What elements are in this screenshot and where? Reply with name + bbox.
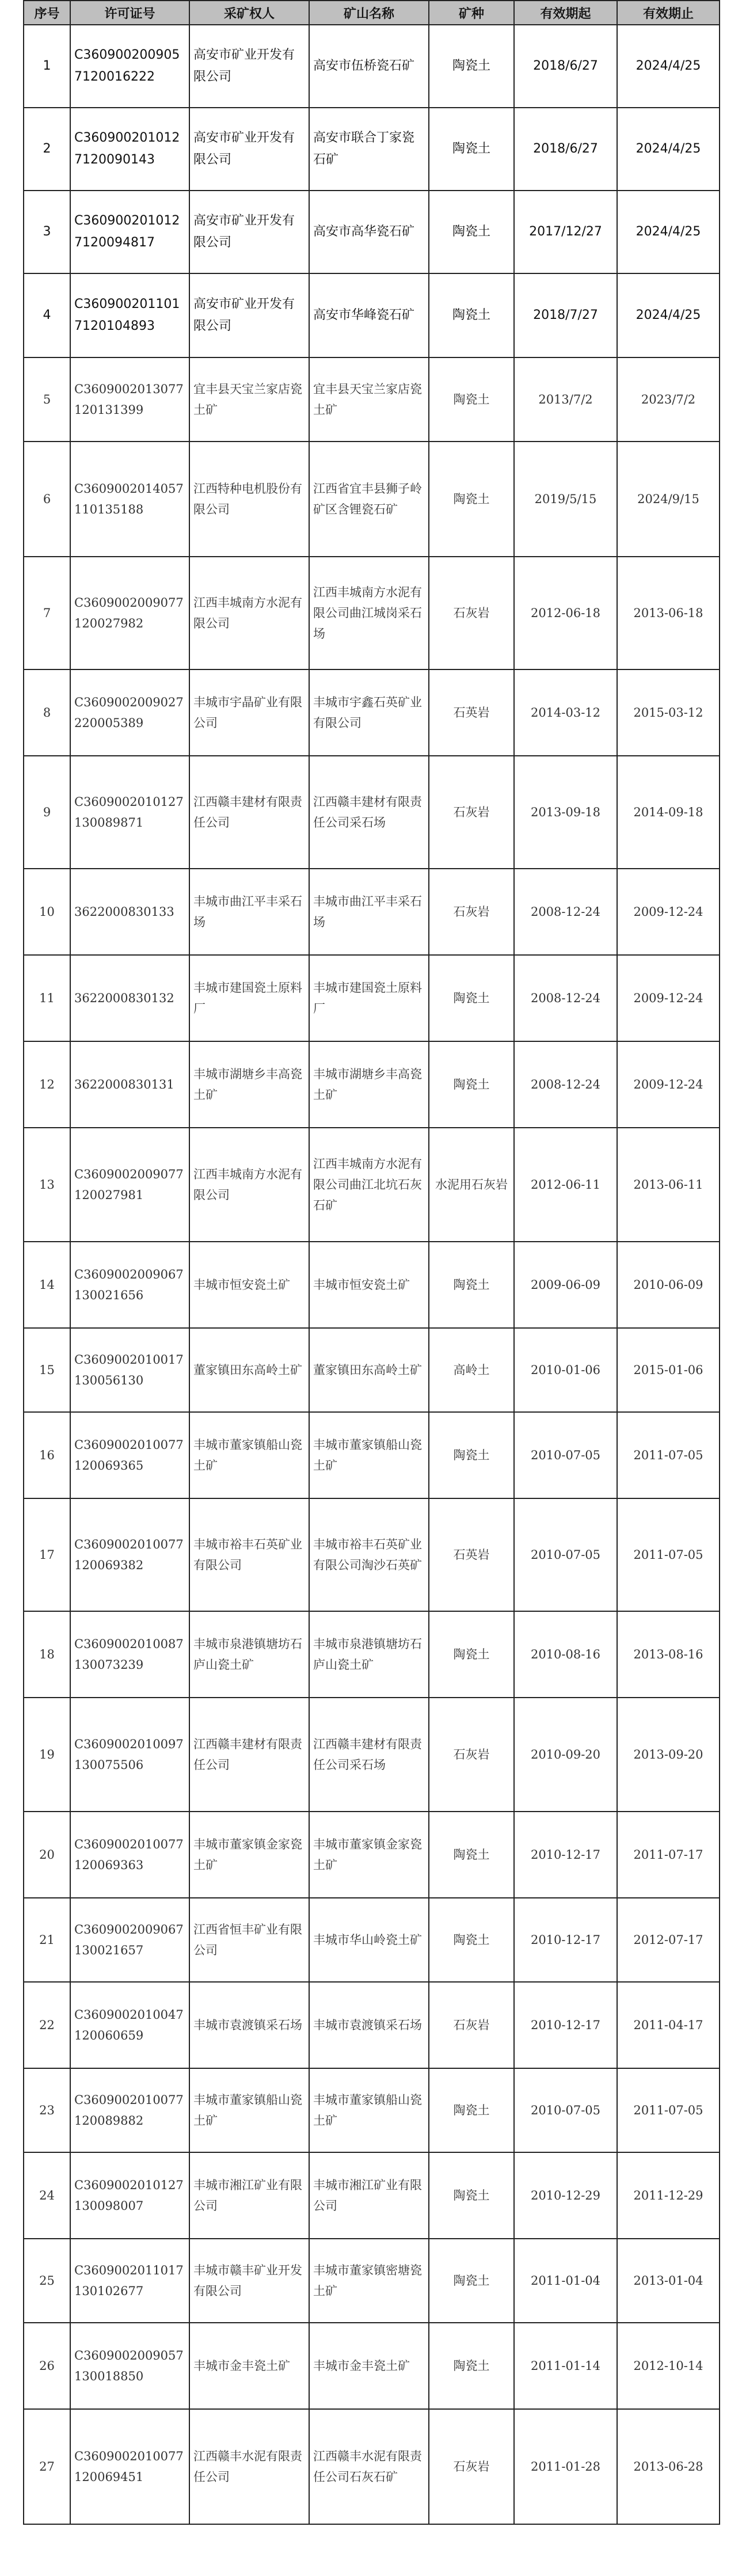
mine-name: 高安市华峰瓷石矿 xyxy=(309,273,429,357)
table-row xyxy=(24,1812,720,1898)
valid-until: 2014-09-18 xyxy=(617,756,720,869)
mining-right-holder: 丰城市袁渡镇采石场 xyxy=(189,1982,309,2068)
valid-from: 2018/7/27 xyxy=(514,273,617,357)
row-number: 21 xyxy=(24,1898,70,1982)
row-number: 26 xyxy=(24,2323,70,2409)
valid-until: 2011-04-17 xyxy=(617,1982,720,2068)
row-number: 5 xyxy=(24,357,70,442)
license-number: 3622000830132 xyxy=(70,955,189,1041)
mine-name: 江西赣丰建材有限责任公司采石场 xyxy=(309,756,429,869)
valid-from: 2011-01-28 xyxy=(514,2409,617,2524)
table-row xyxy=(24,1982,720,2068)
table-body xyxy=(24,25,720,2524)
license-number: C3609002010017130056130 xyxy=(70,1328,189,1412)
valid-from: 2010-09-20 xyxy=(514,1698,617,1812)
mine-name: 丰城市恒安瓷土矿 xyxy=(309,1242,429,1328)
row-number: 9 xyxy=(24,756,70,869)
mining-license-table xyxy=(23,0,720,2525)
valid-until: 2013-08-16 xyxy=(617,1611,720,1698)
valid-until: 2011-07-17 xyxy=(617,1812,720,1898)
mine-name: 丰城市金丰瓷土矿 xyxy=(309,2323,429,2409)
valid-from: 2012-06-11 xyxy=(514,1128,617,1242)
mineral-type: 石灰岩 xyxy=(429,756,514,869)
mine-name: 丰城市宇鑫石英矿业有限公司 xyxy=(309,669,429,756)
valid-from: 2014-03-12 xyxy=(514,669,617,756)
valid-until: 2010-06-09 xyxy=(617,1242,720,1328)
table-row xyxy=(24,25,720,108)
license-number: C3609002010077120069365 xyxy=(70,1412,189,1498)
valid-from: 2013-09-18 xyxy=(514,756,617,869)
row-number: 23 xyxy=(24,2068,70,2152)
table-row xyxy=(24,2409,720,2524)
mining-right-holder: 江西赣丰建材有限责任公司 xyxy=(189,756,309,869)
row-number: 4 xyxy=(24,273,70,357)
row-number: 15 xyxy=(24,1328,70,1412)
mine-name: 丰城市建国瓷土原料厂 xyxy=(309,955,429,1041)
mineral-type: 陶瓷土 xyxy=(429,442,514,557)
valid-from: 2017/12/27 xyxy=(514,191,617,273)
mining-right-holder: 董家镇田东高岭土矿 xyxy=(189,1328,309,1412)
mineral-type: 陶瓷土 xyxy=(429,1242,514,1328)
mineral-type: 陶瓷土 xyxy=(429,1812,514,1898)
valid-from: 2018/6/27 xyxy=(514,25,617,108)
license-number: C3609002009027220005389 xyxy=(70,669,189,756)
table-row xyxy=(24,273,720,357)
mineral-type: 陶瓷土 xyxy=(429,25,514,108)
license-number: C3609002009077120027981 xyxy=(70,1128,189,1242)
mining-right-holder: 丰城市赣丰矿业开发有限公司 xyxy=(189,2239,309,2323)
valid-until: 2023/7/2 xyxy=(617,357,720,442)
valid-until: 2013-09-20 xyxy=(617,1698,720,1812)
header-mine: 矿山名称 xyxy=(309,1,429,25)
mine-name: 宜丰县天宝兰家店瓷土矿 xyxy=(309,357,429,442)
row-number: 20 xyxy=(24,1812,70,1898)
mine-name: 董家镇田东高岭土矿 xyxy=(309,1328,429,1412)
mineral-type: 陶瓷土 xyxy=(429,2323,514,2409)
mine-name: 高安市高华瓷石矿 xyxy=(309,191,429,273)
mining-right-holder: 丰城市宇晶矿业有限公司 xyxy=(189,669,309,756)
row-number: 25 xyxy=(24,2239,70,2323)
row-number: 7 xyxy=(24,557,70,669)
mining-right-holder: 江西赣丰建材有限责任公司 xyxy=(189,1698,309,1812)
mineral-type: 陶瓷土 xyxy=(429,108,514,191)
mineral-type: 陶瓷土 xyxy=(429,191,514,273)
mining-right-holder: 江西丰城南方水泥有限公司 xyxy=(189,1128,309,1242)
valid-until: 2013-06-11 xyxy=(617,1128,720,1242)
mining-right-holder: 高安市矿业开发有限公司 xyxy=(189,108,309,191)
table-row xyxy=(24,1611,720,1698)
valid-from: 2013/7/2 xyxy=(514,357,617,442)
table-row xyxy=(24,2323,720,2409)
table-row xyxy=(24,1242,720,1328)
mining-right-holder: 丰城市湘江矿业有限公司 xyxy=(189,2152,309,2239)
license-number: C3609002010047120060659 xyxy=(70,1982,189,2068)
table-row xyxy=(24,108,720,191)
table-row xyxy=(24,2068,720,2152)
mining-right-holder: 江西赣丰水泥有限责任公司 xyxy=(189,2409,309,2524)
mine-name: 江西赣丰水泥有限责任公司石灰石矿 xyxy=(309,2409,429,2524)
valid-from: 2010-08-16 xyxy=(514,1611,617,1698)
mineral-type: 陶瓷土 xyxy=(429,357,514,442)
valid-until: 2015-03-12 xyxy=(617,669,720,756)
valid-until: 2024/9/15 xyxy=(617,442,720,557)
table-row xyxy=(24,756,720,869)
row-number: 13 xyxy=(24,1128,70,1242)
row-number: 17 xyxy=(24,1498,70,1611)
header-holder: 采矿权人 xyxy=(189,1,309,25)
valid-from: 2012-06-18 xyxy=(514,557,617,669)
row-number: 12 xyxy=(24,1041,70,1128)
mineral-type: 陶瓷土 xyxy=(429,1898,514,1982)
license-number: 3622000830133 xyxy=(70,869,189,955)
row-number: 16 xyxy=(24,1412,70,1498)
header-start-date: 有效期起 xyxy=(514,1,617,25)
valid-until: 2011-07-05 xyxy=(617,1498,720,1611)
valid-from: 2010-07-05 xyxy=(514,1412,617,1498)
row-number: 2 xyxy=(24,108,70,191)
valid-until: 2012-07-17 xyxy=(617,1898,720,1982)
valid-from: 2018/6/27 xyxy=(514,108,617,191)
mine-name: 丰城市湘江矿业有限公司 xyxy=(309,2152,429,2239)
table-row xyxy=(24,442,720,557)
mining-right-holder: 高安市矿业开发有限公司 xyxy=(189,25,309,108)
table-row xyxy=(24,1328,720,1412)
row-number: 27 xyxy=(24,2409,70,2524)
valid-from: 2011-01-04 xyxy=(514,2239,617,2323)
license-number: 3622000830131 xyxy=(70,1041,189,1128)
mine-name: 丰城市董家镇金家瓷土矿 xyxy=(309,1812,429,1898)
license-number: C3609002009057120016222 xyxy=(70,25,189,108)
mine-name: 丰城市湖塘乡丰高瓷土矿 xyxy=(309,1041,429,1128)
mining-right-holder: 丰城市建国瓷土原料厂 xyxy=(189,955,309,1041)
valid-until: 2011-12-29 xyxy=(617,2152,720,2239)
mine-name: 丰城市裕丰石英矿业有限公司淘沙石英矿 xyxy=(309,1498,429,1611)
table-row xyxy=(24,1128,720,1242)
table-row xyxy=(24,557,720,669)
mining-right-holder: 江西特种电机股份有限公司 xyxy=(189,442,309,557)
valid-from: 2010-07-05 xyxy=(514,2068,617,2152)
table-row xyxy=(24,1698,720,1812)
license-number: C3609002010127130089871 xyxy=(70,756,189,869)
row-number: 22 xyxy=(24,1982,70,2068)
valid-from: 2008-12-24 xyxy=(514,955,617,1041)
mine-name: 高安市联合丁家瓷石矿 xyxy=(309,108,429,191)
mineral-type: 陶瓷土 xyxy=(429,273,514,357)
license-number: C3609002009077120027982 xyxy=(70,557,189,669)
mineral-type: 陶瓷土 xyxy=(429,2068,514,2152)
row-number: 10 xyxy=(24,869,70,955)
row-number: 24 xyxy=(24,2152,70,2239)
mine-name: 丰城市华山岭瓷土矿 xyxy=(309,1898,429,1982)
table-row xyxy=(24,669,720,756)
valid-until: 2024/4/25 xyxy=(617,273,720,357)
license-number: C3609002010097130075506 xyxy=(70,1698,189,1812)
header-license: 许可证号 xyxy=(70,1,189,25)
mining-right-holder: 宜丰县天宝兰家店瓷土矿 xyxy=(189,357,309,442)
license-number: C3609002010077120069363 xyxy=(70,1812,189,1898)
license-number: C3609002010087130073239 xyxy=(70,1611,189,1698)
mine-name: 江西赣丰建材有限责任公司采石场 xyxy=(309,1698,429,1812)
valid-until: 2009-12-24 xyxy=(617,955,720,1041)
license-number: C3609002009067130021657 xyxy=(70,1898,189,1982)
table-row xyxy=(24,1498,720,1611)
valid-until: 2024/4/25 xyxy=(617,108,720,191)
mineral-type: 石英岩 xyxy=(429,1498,514,1611)
mining-right-holder: 高安市矿业开发有限公司 xyxy=(189,273,309,357)
license-number: C3609002010077120069451 xyxy=(70,2409,189,2524)
mining-right-holder: 高安市矿业开发有限公司 xyxy=(189,191,309,273)
valid-until: 2009-12-24 xyxy=(617,1041,720,1128)
table-header-row xyxy=(24,1,720,25)
valid-until: 2013-06-28 xyxy=(617,2409,720,2524)
valid-until: 2013-01-04 xyxy=(617,2239,720,2323)
mineral-type: 陶瓷土 xyxy=(429,2152,514,2239)
license-number: C3609002009067130021656 xyxy=(70,1242,189,1328)
mineral-type: 石英岩 xyxy=(429,669,514,756)
valid-until: 2013-06-18 xyxy=(617,557,720,669)
valid-from: 2010-01-06 xyxy=(514,1328,617,1412)
row-number: 18 xyxy=(24,1611,70,1698)
mineral-type: 陶瓷土 xyxy=(429,1412,514,1498)
table-row xyxy=(24,191,720,273)
mining-right-holder: 丰城市恒安瓷土矿 xyxy=(189,1242,309,1328)
mining-right-holder: 丰城市曲江平丰采石场 xyxy=(189,869,309,955)
valid-from: 2019/5/15 xyxy=(514,442,617,557)
mineral-type: 陶瓷土 xyxy=(429,2239,514,2323)
mineral-type: 高岭土 xyxy=(429,1328,514,1412)
table-row xyxy=(24,1412,720,1498)
valid-from: 2010-12-17 xyxy=(514,1982,617,2068)
valid-until: 2015-01-06 xyxy=(617,1328,720,1412)
valid-until: 2011-07-05 xyxy=(617,1412,720,1498)
valid-from: 2010-12-17 xyxy=(514,1812,617,1898)
valid-from: 2008-12-24 xyxy=(514,1041,617,1128)
mineral-type: 石灰岩 xyxy=(429,557,514,669)
table-row xyxy=(24,955,720,1041)
valid-until: 2012-10-14 xyxy=(617,2323,720,2409)
valid-from: 2009-06-09 xyxy=(514,1242,617,1328)
mineral-type: 陶瓷土 xyxy=(429,1611,514,1698)
table-row xyxy=(24,357,720,442)
license-number: C3609002011017130102677 xyxy=(70,2239,189,2323)
valid-until: 2024/4/25 xyxy=(617,25,720,108)
license-number: C3609002010077120069382 xyxy=(70,1498,189,1611)
mining-right-holder: 丰城市董家镇金家瓷土矿 xyxy=(189,1812,309,1898)
header-mineral: 矿种 xyxy=(429,1,514,25)
mineral-type: 水泥用石灰岩 xyxy=(429,1128,514,1242)
table-row xyxy=(24,2239,720,2323)
valid-from: 2010-12-29 xyxy=(514,2152,617,2239)
mining-right-holder: 丰城市董家镇船山瓷土矿 xyxy=(189,1412,309,1498)
row-number: 11 xyxy=(24,955,70,1041)
mining-right-holder: 丰城市金丰瓷土矿 xyxy=(189,2323,309,2409)
valid-from: 2010-07-05 xyxy=(514,1498,617,1611)
valid-from: 2008-12-24 xyxy=(514,869,617,955)
mineral-type: 石灰岩 xyxy=(429,1982,514,2068)
valid-until: 2011-07-05 xyxy=(617,2068,720,2152)
mineral-type: 石灰岩 xyxy=(429,2409,514,2524)
license-number: C3609002014057110135188 xyxy=(70,442,189,557)
license-number: C3609002010127130098007 xyxy=(70,2152,189,2239)
table-row xyxy=(24,2152,720,2239)
license-number: C3609002010127120090143 xyxy=(70,108,189,191)
mining-right-holder: 江西丰城南方水泥有限公司 xyxy=(189,557,309,669)
mine-name: 江西丰城南方水泥有限公司曲江城岗采石场 xyxy=(309,557,429,669)
mine-name: 江西省宜丰县狮子岭矿区含锂瓷石矿 xyxy=(309,442,429,557)
header-no: 序号 xyxy=(24,1,70,25)
row-number: 14 xyxy=(24,1242,70,1328)
license-number: C3609002010077120089882 xyxy=(70,2068,189,2152)
mine-name: 丰城市董家镇船山瓷土矿 xyxy=(309,2068,429,2152)
table-row xyxy=(24,1898,720,1982)
license-number: C3609002009057130018850 xyxy=(70,2323,189,2409)
mineral-type: 陶瓷土 xyxy=(429,1041,514,1128)
mining-right-holder: 丰城市湖塘乡丰高瓷土矿 xyxy=(189,1041,309,1128)
mineral-type: 石灰岩 xyxy=(429,869,514,955)
mining-right-holder: 江西省恒丰矿业有限公司 xyxy=(189,1898,309,1982)
row-number: 19 xyxy=(24,1698,70,1812)
mine-name: 丰城市董家镇船山瓷土矿 xyxy=(309,1412,429,1498)
mine-name: 丰城市泉港镇塘坊石庐山瓷土矿 xyxy=(309,1611,429,1698)
row-number: 1 xyxy=(24,25,70,108)
row-number: 3 xyxy=(24,191,70,273)
mineral-type: 石灰岩 xyxy=(429,1698,514,1812)
license-number: C3609002010127120094817 xyxy=(70,191,189,273)
table-row xyxy=(24,1041,720,1128)
mine-name: 江西丰城南方水泥有限公司曲江北坑石灰石矿 xyxy=(309,1128,429,1242)
valid-until: 2024/4/25 xyxy=(617,191,720,273)
mine-name: 高安市伍桥瓷石矿 xyxy=(309,25,429,108)
row-number: 8 xyxy=(24,669,70,756)
mineral-type: 陶瓷土 xyxy=(429,955,514,1041)
row-number: 6 xyxy=(24,442,70,557)
valid-from: 2011-01-14 xyxy=(514,2323,617,2409)
mine-name: 丰城市董家镇密塘瓷土矿 xyxy=(309,2239,429,2323)
header-end-date: 有效期止 xyxy=(617,1,720,25)
mining-right-holder: 丰城市裕丰石英矿业有限公司 xyxy=(189,1498,309,1611)
mining-right-holder: 丰城市董家镇船山瓷土矿 xyxy=(189,2068,309,2152)
valid-until: 2009-12-24 xyxy=(617,869,720,955)
mine-name: 丰城市袁渡镇采石场 xyxy=(309,1982,429,2068)
license-number: C3609002011017120104893 xyxy=(70,273,189,357)
license-number: C3609002013077120131399 xyxy=(70,357,189,442)
table-row xyxy=(24,869,720,955)
valid-from: 2010-12-17 xyxy=(514,1898,617,1982)
mine-name: 丰城市曲江平丰采石场 xyxy=(309,869,429,955)
mining-right-holder: 丰城市泉港镇塘坊石庐山瓷土矿 xyxy=(189,1611,309,1698)
